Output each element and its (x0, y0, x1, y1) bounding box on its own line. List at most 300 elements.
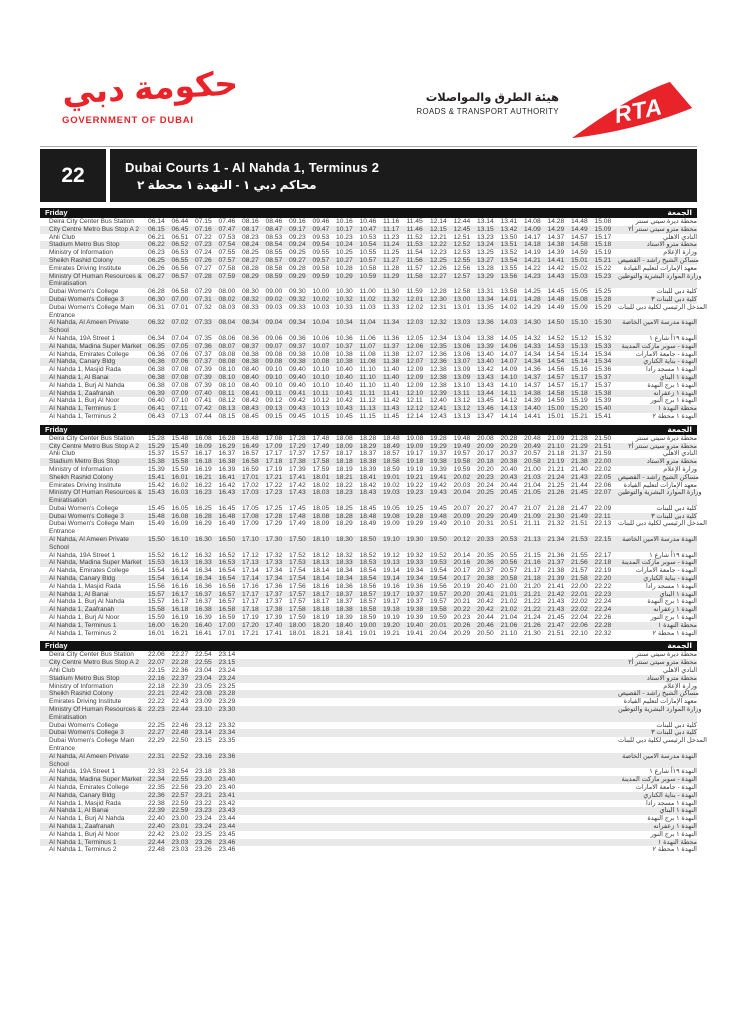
time-cell: 09.40 (289, 381, 306, 389)
time-cell: 15.12 (571, 334, 588, 342)
table-row (40, 513, 697, 521)
times-group (148, 559, 618, 567)
time-cell: 19.48 (430, 512, 447, 520)
time-cell: 15.05 (571, 288, 588, 296)
times-group (148, 218, 618, 226)
times-group (148, 768, 618, 776)
time-cell: 18.17 (336, 450, 353, 458)
times-group (148, 458, 618, 466)
stop-name-arabic: النهدة ١٩أ شارع ١ (649, 334, 697, 342)
time-cell: 18.29 (336, 520, 353, 528)
time-cell: 19.29 (430, 442, 447, 450)
time-cell: 17.50 (289, 536, 306, 544)
time-cell: 09.47 (312, 225, 330, 233)
time-cell: 20.24 (477, 481, 494, 489)
stop-name: Al Nahda 1, Burj Al Noor (49, 397, 120, 405)
time-cell: 15.49 (148, 520, 165, 528)
time-cell: 07.46 (218, 218, 236, 225)
time-cell: 15.34 (594, 350, 612, 358)
time-cell: 18.59 (383, 465, 400, 473)
time-cell: 13.46 (477, 405, 494, 413)
time-cell: 06.21 (148, 233, 165, 241)
time-cell: 14.19 (524, 249, 541, 257)
time-cell: 16.01 (148, 629, 165, 637)
time-cell: 08.38 (242, 350, 259, 358)
time-cell: 08.40 (242, 373, 259, 381)
time-cell: 15.33 (594, 342, 612, 350)
time-cell: 13.42 (500, 225, 518, 233)
time-cell: 07.05 (171, 342, 189, 350)
time-cell: 20.36 (477, 559, 494, 567)
stop-name: Al Nahda 1, Al Banai (49, 590, 109, 598)
time-cell: 14.40 (524, 405, 541, 413)
table-row (40, 413, 697, 421)
time-cell: 20.49 (500, 512, 518, 520)
time-cell: 20.25 (477, 489, 494, 497)
time-cell: 19.14 (383, 575, 400, 583)
table-row (40, 405, 697, 413)
stop-name-arabic: النهدة ١ برج النور (650, 830, 697, 838)
time-cell: 06.34 (148, 334, 165, 342)
time-cell: 17.58 (312, 458, 330, 466)
time-cell: 21.39 (547, 575, 565, 583)
time-cell: 17.41 (289, 473, 306, 481)
time-cell: 06.38 (148, 381, 165, 389)
stop-name: Al Nahda 1, Al Banai (49, 373, 109, 381)
time-cell: 18.02 (312, 481, 330, 489)
time-cell: 20.20 (453, 590, 471, 598)
stop-name-arabic: النادي الاهلي (662, 667, 697, 675)
time-cell: 15.16 (571, 366, 588, 374)
table-row (40, 234, 697, 242)
table-row (40, 458, 697, 466)
stop-name-arabic: محطة مترو الاستاد (646, 674, 697, 682)
time-cell: 11.45 (406, 218, 423, 225)
times-group (148, 683, 618, 691)
times-group (148, 513, 618, 521)
rta-flag-icon (569, 78, 697, 142)
time-cell: 07.57 (218, 256, 236, 264)
time-cell: 07.37 (195, 358, 212, 366)
time-cell: 12.40 (430, 397, 447, 405)
time-cell: 17.08 (265, 434, 283, 442)
time-cell: 22.02 (594, 465, 612, 473)
rta-name-english: ROADS & TRANSPORT AUTHORITY (416, 107, 559, 116)
stop-name-arabic: النهدة ١ برج النور (650, 397, 697, 405)
time-cell: 15.50 (148, 536, 165, 544)
time-cell: 12.43 (430, 412, 447, 420)
time-cell: 09.38 (289, 358, 306, 366)
stop-name: Emirates Driving Institute (49, 264, 122, 272)
time-cell: 20.22 (453, 606, 471, 614)
time-cell: 20.09 (477, 442, 494, 450)
stop-name-arabic: النهدة مدرسة الامين الخاصة (622, 752, 697, 760)
time-cell: 21.17 (524, 567, 541, 575)
time-cell: 14.13 (500, 405, 518, 413)
day-label-arabic: الجمعة (667, 641, 692, 651)
time-cell: 12.38 (430, 366, 447, 374)
table-row (40, 591, 697, 599)
time-cell: 21.07 (524, 504, 541, 512)
time-cell: 21.15 (524, 551, 541, 559)
table-row (40, 265, 697, 273)
times-group (148, 273, 618, 281)
stop-name: Al Nahda, Canary Bldg (49, 791, 116, 799)
time-cell: 12.14 (430, 218, 447, 225)
times-group (148, 784, 618, 792)
time-cell: 22.05 (594, 473, 612, 481)
time-cell: 20.09 (453, 512, 471, 520)
time-cell: 14.12 (500, 397, 518, 405)
time-cell: 15.14 (571, 350, 588, 358)
time-cell: 17.25 (265, 504, 283, 512)
time-cell: 13.31 (477, 288, 494, 296)
table-row (40, 382, 697, 390)
time-cell: 23.22 (195, 799, 212, 807)
time-cell: 22.50 (171, 737, 189, 745)
time-cell: 07.13 (171, 412, 189, 420)
time-cell: 22.17 (594, 551, 612, 559)
time-cell: 19.14 (383, 567, 400, 575)
time-cell: 19.49 (430, 520, 447, 528)
time-cell: 18.50 (359, 536, 377, 544)
times-group (148, 846, 618, 854)
time-cell: 06.15 (148, 225, 165, 233)
time-cell: 22.10 (571, 629, 588, 637)
time-cell: 23.38 (218, 768, 236, 776)
time-cell: 18.13 (312, 559, 330, 567)
times-group (148, 831, 618, 839)
time-cell: 17.49 (289, 520, 306, 528)
time-cell: 22.02 (571, 598, 588, 606)
table-row (40, 559, 697, 567)
time-cell: 07.23 (195, 241, 212, 249)
time-cell: 10.43 (336, 405, 353, 413)
time-cell: 20.17 (453, 575, 471, 583)
time-cell: 12.12 (406, 405, 424, 413)
time-cell: 22.35 (148, 783, 165, 791)
time-cell: 16.14 (171, 575, 189, 583)
time-cell: 20.19 (453, 582, 471, 590)
time-cell: 15.13 (571, 342, 588, 350)
time-cell: 19.21 (383, 629, 400, 637)
time-cell: 15.21 (594, 256, 612, 264)
time-cell: 10.15 (312, 412, 330, 420)
time-cell: 19.16 (383, 582, 400, 590)
time-cell: 11.30 (383, 288, 400, 296)
time-cell: 15.17 (594, 233, 612, 241)
time-cell: 22.56 (171, 783, 189, 791)
time-cell: 20.29 (500, 442, 518, 450)
time-cell: 22.00 (571, 582, 588, 590)
time-cell: 17.29 (265, 520, 283, 528)
time-cell: 15.58 (171, 458, 189, 466)
times-group (148, 351, 618, 359)
time-cell: 12.09 (406, 373, 424, 381)
time-cell: 08.10 (218, 381, 236, 389)
time-cell: 17.22 (265, 481, 283, 489)
time-cell: 21.34 (547, 536, 565, 544)
time-cell: 20.58 (524, 458, 541, 466)
time-cell: 21.16 (524, 559, 541, 567)
time-cell: 11.36 (383, 334, 400, 342)
time-cell: 21.28 (547, 504, 565, 512)
table-row (40, 272, 702, 289)
time-cell: 22.13 (594, 520, 612, 528)
day-label-english: Friday (45, 424, 68, 434)
time-cell: 16.39 (218, 465, 236, 473)
time-cell: 09.10 (265, 366, 283, 374)
time-cell: 17.00 (218, 621, 236, 629)
time-cell: 18.56 (359, 582, 377, 590)
time-cell: 15.28 (594, 295, 612, 303)
time-cell: 15.54 (148, 567, 165, 575)
time-cell: 07.06 (171, 358, 189, 366)
time-cell: 09.42 (289, 397, 306, 405)
time-cell: 21.45 (571, 489, 588, 497)
time-cell: 07.08 (171, 373, 189, 381)
time-cell: 10.47 (359, 225, 377, 233)
stop-name-arabic: محطة النهدة ١ (657, 405, 697, 413)
time-cell: 12.44 (453, 218, 471, 225)
stop-name-arabic: النهدة مدرسة الامين الخاصة (622, 319, 697, 327)
stop-name-arabic: محطة مترو سيتي سنتر أ٢ (628, 442, 697, 450)
time-cell: 23.10 (195, 706, 212, 714)
time-cell: 18.28 (336, 512, 353, 520)
time-cell: 18.38 (336, 606, 353, 614)
time-cell: 18.48 (383, 434, 400, 442)
time-cell: 10.30 (336, 288, 353, 296)
time-cell: 16.22 (195, 481, 212, 489)
time-cell: 15.41 (594, 412, 612, 420)
time-cell: 13.11 (453, 389, 470, 397)
time-cell: 22.18 (148, 682, 165, 690)
times-group (148, 575, 618, 583)
time-cell: 19.18 (383, 606, 400, 614)
stop-name-arabic: محطة مترو الاستاد (646, 241, 697, 249)
stop-name: Al Nahda 1, Burj Al Noor (49, 830, 120, 838)
time-cell: 21.43 (547, 598, 565, 606)
time-cell: 07.28 (195, 272, 212, 280)
time-cell: 15.02 (571, 264, 588, 272)
time-cell: 06.56 (171, 264, 189, 272)
time-cell: 18.48 (359, 512, 377, 520)
time-cell: 14.10 (500, 373, 518, 381)
time-cell: 14.58 (547, 389, 565, 397)
times-group (148, 343, 618, 351)
times-group (148, 413, 618, 421)
time-cell: 22.59 (171, 799, 189, 807)
time-cell: 11.57 (406, 264, 423, 272)
time-cell: 09.36 (289, 334, 306, 342)
table-row (40, 831, 697, 839)
time-cell: 20.56 (500, 559, 518, 567)
time-cell: 19.17 (406, 450, 424, 458)
time-cell: 22.22 (594, 582, 612, 590)
stop-name: Al Nahda, Emirates College (49, 783, 129, 791)
time-cell: 23.04 (195, 667, 212, 675)
time-cell: 14.02 (500, 303, 518, 311)
stop-name-arabic: كلية دبي للبنات ٣ (651, 295, 697, 303)
time-cell: 23.34 (218, 729, 236, 737)
time-cell: 12.51 (453, 233, 471, 241)
time-cell: 16.18 (171, 606, 189, 614)
time-cell: 12.14 (406, 412, 424, 420)
times-group (148, 583, 618, 591)
time-cell: 07.44 (195, 412, 212, 420)
stop-name: Stadium Metro Bus Stop (49, 458, 120, 466)
time-cell: 20.42 (477, 598, 494, 606)
time-cell: 16.49 (218, 520, 236, 528)
time-cell: 06.26 (148, 264, 165, 272)
time-cell: 17.01 (242, 473, 259, 481)
table-row (40, 729, 697, 737)
time-cell: 08.55 (265, 249, 283, 257)
time-cell: 09.02 (265, 295, 283, 303)
time-cell: 10.03 (312, 303, 330, 311)
time-cell: 21.01 (500, 590, 518, 598)
time-cell: 18.19 (312, 614, 330, 622)
stop-name-arabic: النهدة ١ البناي (659, 807, 697, 815)
time-cell: 18.37 (359, 450, 377, 458)
stop-name: Sheikh Rashid Colony (49, 256, 113, 264)
time-cell: 17.21 (265, 473, 283, 481)
time-cell: 19.45 (430, 504, 447, 512)
time-cell: 10.11 (312, 389, 329, 397)
time-cell: 07.00 (171, 295, 189, 303)
times-group (148, 319, 618, 327)
time-cell: 17.45 (289, 504, 306, 512)
time-cell: 09.45 (289, 412, 306, 420)
time-cell: 12.41 (430, 405, 447, 413)
time-cell: 16.03 (171, 489, 189, 497)
time-cell: 14.32 (524, 334, 541, 342)
stop-name-arabic: محطة مترو سيتي سنتر أ٢ (628, 659, 697, 667)
time-cell: 21.30 (524, 629, 541, 637)
time-cell: 08.10 (218, 373, 236, 381)
time-cell: 23.45 (218, 830, 236, 838)
time-cell: 10.29 (336, 272, 353, 280)
time-cell: 16.38 (218, 458, 236, 466)
time-cell: 18.17 (312, 590, 330, 598)
time-cell: 18.57 (359, 590, 377, 598)
time-cell: 21.18 (547, 450, 565, 458)
time-cell: 08.15 (218, 412, 236, 420)
time-cell: 19.01 (359, 629, 377, 637)
time-cell: 14.39 (547, 249, 565, 257)
times-group (148, 651, 618, 659)
time-cell: 16.21 (171, 629, 189, 637)
time-cell: 18.58 (383, 458, 400, 466)
time-cell: 23.46 (218, 838, 236, 846)
time-cell: 16.19 (195, 465, 212, 473)
time-cell: 16.09 (195, 442, 212, 450)
time-cell: 12.05 (406, 334, 424, 342)
times-group (148, 706, 618, 714)
time-cell: 10.28 (336, 264, 353, 272)
stop-name: Al Nahda 1, Masjid Rada (49, 582, 121, 590)
time-cell: 21.24 (524, 614, 541, 622)
time-cell: 20.23 (477, 473, 494, 481)
time-cell: 09.34 (289, 319, 306, 327)
time-cell: 07.54 (218, 241, 236, 249)
stop-name-arabic: محطة النهدة ١ (657, 838, 697, 846)
time-cell: 09.13 (265, 405, 283, 413)
time-cell: 23.29 (218, 698, 236, 706)
time-cell: 12.32 (430, 319, 447, 327)
time-cell: 17.05 (242, 504, 259, 512)
time-cell: 07.39 (195, 381, 212, 389)
table-row (40, 489, 702, 505)
time-cell: 09.08 (265, 358, 283, 366)
time-cell: 08.08 (218, 358, 236, 366)
time-cell: 07.58 (218, 264, 236, 272)
table-row (40, 784, 697, 792)
time-cell: 17.02 (242, 481, 259, 489)
time-cell: 07.32 (195, 303, 212, 311)
time-cell: 15.18 (594, 241, 612, 249)
table-row (40, 450, 697, 458)
stop-name-arabic: النهدة ١ مسجد رادا (645, 366, 697, 374)
time-cell: 14.07 (500, 358, 518, 366)
stop-name-arabic: المدخل الرئيسي لكلية دبي للبنات (618, 520, 707, 528)
time-cell: 17.33 (265, 559, 283, 567)
stop-name-arabic: وزارة الموارد البشرية والتوطين (618, 272, 702, 280)
time-cell: 10.32 (336, 295, 353, 303)
time-cell: 21.20 (524, 582, 541, 590)
times-group (148, 536, 618, 544)
time-cell: 06.53 (171, 249, 189, 257)
time-cell: 23.24 (218, 674, 236, 682)
time-cell: 19.21 (406, 473, 424, 481)
time-cell: 22.59 (171, 807, 189, 815)
time-cell: 12.57 (453, 272, 471, 280)
time-cell: 19.33 (406, 559, 424, 567)
time-cell: 16.14 (171, 567, 189, 575)
time-cell: 14.34 (524, 358, 541, 366)
time-cell: 15.17 (571, 373, 588, 381)
time-cell: 23.26 (195, 846, 212, 854)
time-cell: 17.38 (289, 458, 306, 466)
time-cell: 18.25 (336, 504, 353, 512)
time-cell: 19.59 (430, 614, 447, 622)
time-cell: 07.37 (195, 350, 212, 358)
time-cell: 20.45 (500, 489, 518, 497)
times-group (148, 249, 618, 257)
time-cell: 07.55 (218, 249, 236, 257)
times-group (148, 296, 618, 304)
time-cell: 21.37 (571, 450, 588, 458)
time-cell: 18.37 (336, 598, 353, 606)
time-cell: 14.57 (547, 381, 565, 389)
route-title-english: Dubai Courts 1 - Al Nahda 1, Terminus 2 (125, 159, 380, 175)
time-cell: 15.37 (594, 381, 612, 389)
time-cell: 16.50 (218, 536, 236, 544)
time-cell: 22.27 (148, 729, 165, 737)
time-cell: 18.52 (359, 551, 377, 559)
time-cell: 12.06 (406, 342, 424, 350)
time-cell: 19.43 (430, 489, 447, 497)
time-cell: 17.41 (265, 629, 283, 637)
time-cell: 23.41 (218, 791, 236, 799)
time-cell: 19.37 (430, 450, 447, 458)
time-cell: 12.30 (430, 295, 447, 303)
time-cell: 23.08 (195, 690, 212, 698)
time-cell: 08.37 (242, 342, 259, 350)
table-row (40, 667, 697, 675)
timetable-section (40, 424, 707, 638)
time-cell: 17.48 (312, 434, 330, 442)
